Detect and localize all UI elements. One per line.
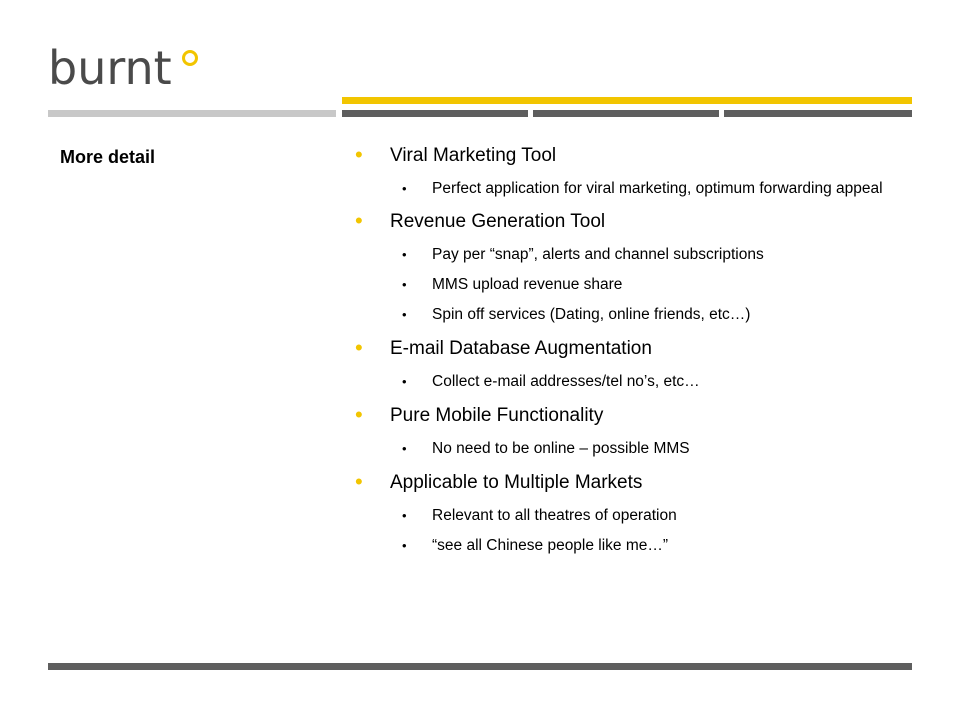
- sub-bullet-text: No need to be online – possible MMS: [432, 440, 690, 457]
- section-label: More detail: [60, 147, 156, 167]
- bullet-dot-icon: •: [402, 508, 407, 523]
- sub-bullet-text: Pay per “snap”, alerts and channel subscriptions: [432, 246, 764, 263]
- sub-bullet-text: “see all Chinese people like me…”: [432, 537, 669, 554]
- bullet-dot-icon: •: [402, 538, 407, 553]
- burnt-logo: [48, 41, 218, 105]
- bullet-title: Revenue Generation Tool: [390, 211, 606, 232]
- yellow-bullet-icon: •: [355, 208, 363, 233]
- sub-bullet-item: [355, 274, 915, 296]
- bullet-item: [355, 208, 915, 236]
- bullet-dot-icon: •: [402, 277, 407, 292]
- bullet-item: [355, 142, 915, 170]
- sub-bullet-item: [355, 304, 915, 326]
- header-rule-segment-2: [533, 110, 719, 117]
- yellow-bullet-icon: •: [355, 335, 363, 360]
- sub-bullet-item: [355, 535, 915, 557]
- bullet-title: Applicable to Multiple Markets: [390, 472, 643, 493]
- header-rule-left: [48, 110, 336, 117]
- bullet-title: Pure Mobile Functionality: [390, 405, 604, 426]
- header-rule-segment-1: [342, 110, 528, 117]
- bullet-title: Viral Marketing Tool: [390, 145, 557, 166]
- bullet-item: [355, 402, 915, 430]
- header-rule-accent: [342, 97, 912, 104]
- yellow-bullet-icon: •: [355, 142, 363, 167]
- bullet-dot-icon: •: [402, 307, 407, 322]
- yellow-bullet-icon: •: [355, 469, 363, 494]
- sub-bullet-item: [355, 505, 915, 527]
- sub-bullet-text: Relevant to all theatres of operation: [432, 507, 677, 524]
- header-rule-segment-3: [724, 110, 912, 117]
- sub-bullet-item: [355, 438, 915, 460]
- sub-bullet-item: [355, 244, 915, 266]
- sub-bullet-item: [355, 178, 915, 200]
- bullet-item: [355, 335, 915, 363]
- logo-ring-icon: [182, 50, 198, 66]
- bullet-list: [355, 142, 915, 557]
- sub-bullet-text: Perfect application for viral marketing, optimum forwarding appeal: [432, 180, 883, 197]
- yellow-bullet-icon: •: [355, 402, 363, 427]
- bullet-item: [355, 469, 915, 497]
- bullet-title: E-mail Database Augmentation: [390, 338, 652, 359]
- bullet-dot-icon: •: [402, 181, 407, 196]
- bullet-dot-icon: •: [402, 247, 407, 262]
- footer-rule: [48, 663, 912, 670]
- logo-wordmark: burnt: [48, 41, 172, 95]
- bullet-dot-icon: •: [402, 374, 407, 389]
- sub-bullet-item: [355, 371, 915, 393]
- sub-bullet-text: Spin off services (Dating, online friends, etc…): [432, 306, 751, 323]
- sub-bullet-text: MMS upload revenue share: [432, 276, 623, 293]
- sub-bullet-text: Collect e-mail addresses/tel no’s, etc…: [432, 373, 700, 390]
- bullet-dot-icon: •: [402, 441, 407, 456]
